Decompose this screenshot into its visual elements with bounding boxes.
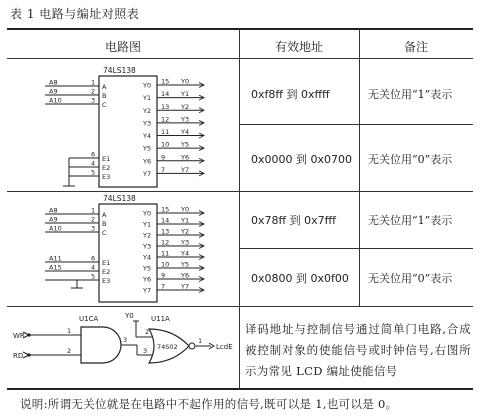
pin-label: 2 bbox=[67, 347, 72, 355]
pin-label: 13 bbox=[161, 102, 170, 111]
net-label: A9 bbox=[49, 87, 58, 96]
pin-label: 3 bbox=[91, 224, 96, 233]
port-label: E1 bbox=[102, 155, 111, 163]
pin-label: 7 bbox=[161, 165, 166, 174]
port-label: Y7 bbox=[143, 169, 152, 178]
net-label: Y5 bbox=[181, 140, 190, 149]
description-paragraph: 译码地址与控制信号通过简单门电路,合成被控制对象的使能信号或时钟信号,右图所示为常见 LCD 编址使能信号 bbox=[245, 322, 471, 378]
net-label: Y5 bbox=[181, 260, 190, 269]
note-cell: 无关位用“1”表示 bbox=[368, 214, 453, 227]
net-label: Y7 bbox=[181, 282, 190, 291]
chip-label: 74LS138 bbox=[103, 66, 136, 75]
lcde-label: LcdE bbox=[216, 343, 233, 351]
pin-label: 13 bbox=[161, 227, 170, 236]
port-label: Y6 bbox=[143, 275, 152, 284]
address-cell: 0x0800 到 0x0f00 bbox=[251, 272, 349, 285]
pin-label: 1 bbox=[198, 337, 203, 345]
pin-label: 14 bbox=[161, 90, 170, 99]
port-label: Y5 bbox=[143, 144, 152, 153]
port-label: Y3 bbox=[143, 119, 152, 128]
net-label: Y1 bbox=[181, 90, 190, 99]
pin-label: 15 bbox=[161, 205, 170, 214]
port-label: Y0 bbox=[143, 81, 152, 90]
row-rule bbox=[239, 248, 473, 249]
port-label: A bbox=[102, 211, 107, 219]
port-label: Y6 bbox=[143, 157, 152, 166]
pin-label: 1 bbox=[91, 78, 96, 87]
header-note: 备注 bbox=[403, 40, 428, 54]
net-label: Y1 bbox=[181, 216, 190, 225]
net-label: A10 bbox=[49, 96, 62, 105]
pin-label: 6 bbox=[91, 254, 96, 263]
port-label: E2 bbox=[102, 268, 111, 276]
net-label: A10 bbox=[49, 224, 62, 233]
pin-label: 11 bbox=[161, 128, 170, 136]
pin-label: 4 bbox=[91, 263, 96, 272]
address-cell: 0x0000 到 0x0700 bbox=[251, 153, 352, 166]
port-label: Y1 bbox=[143, 94, 152, 103]
pin-label: 10 bbox=[161, 140, 170, 149]
decoder-schematic-2 bbox=[7, 192, 239, 306]
pin-label: 10 bbox=[161, 260, 170, 269]
table-caption: 表 1 电路与编址对照表 bbox=[10, 7, 140, 21]
net-label: A8 bbox=[49, 206, 58, 215]
port-label: B bbox=[102, 220, 107, 228]
pin-label: 3 bbox=[91, 96, 96, 105]
pin-label: 2 bbox=[145, 328, 150, 336]
nor-gate-label: U11A bbox=[151, 315, 170, 323]
and-gate bbox=[81, 327, 121, 363]
net-label: Y2 bbox=[181, 227, 190, 236]
and-gate-label: U1CA bbox=[79, 315, 99, 323]
net-label: Y6 bbox=[181, 271, 190, 280]
pin-label: 12 bbox=[161, 238, 170, 247]
note-cell: 无关位用“0”表示 bbox=[368, 272, 453, 285]
note-cell: 无关位用“1”表示 bbox=[368, 88, 453, 101]
header-circuit: 电路图 bbox=[104, 40, 141, 54]
port-label: C bbox=[102, 229, 107, 237]
net-label: Y4 bbox=[181, 249, 190, 258]
port-label: E1 bbox=[102, 259, 111, 267]
pin-label: 6 bbox=[91, 150, 96, 159]
pin-label: 11 bbox=[161, 249, 170, 258]
net-label: Y2 bbox=[181, 102, 190, 111]
port-label: E3 bbox=[102, 277, 111, 285]
port-label: B bbox=[102, 92, 107, 100]
net-label: A11 bbox=[49, 254, 62, 263]
pin-label: 9 bbox=[161, 153, 166, 162]
pin-label: 4 bbox=[91, 159, 96, 168]
port-label: Y4 bbox=[143, 253, 152, 262]
port-label: Y5 bbox=[143, 264, 152, 273]
net-label: Y0 bbox=[181, 77, 190, 86]
column-rule bbox=[359, 30, 360, 306]
net-label: Y3 bbox=[181, 238, 190, 247]
nor-part-label: 74S02 bbox=[157, 343, 178, 351]
net-label: Y3 bbox=[181, 115, 190, 124]
pin-label: 14 bbox=[161, 216, 170, 225]
pin-label: 3 bbox=[123, 336, 128, 344]
address-cell: 0xf8ff 到 0xffff bbox=[251, 88, 330, 101]
row-rule bbox=[239, 124, 473, 125]
pin-label: 2 bbox=[91, 87, 96, 96]
note-cell: 无关位用“0”表示 bbox=[368, 153, 453, 166]
net-label: Y7 bbox=[181, 165, 190, 174]
footnote: 说明:所谓无关位就是在电路中不起作用的信号,既可以是 1,也可以是 0。 bbox=[20, 397, 398, 411]
wr-label: WR bbox=[13, 332, 25, 340]
pin-label: 3 bbox=[143, 347, 148, 355]
net-label: A15 bbox=[49, 263, 62, 272]
net-label: A8 bbox=[49, 78, 58, 87]
port-label: Y7 bbox=[143, 286, 152, 295]
column-rule bbox=[239, 306, 240, 390]
pin-label: 5 bbox=[91, 272, 96, 281]
decoder-schematic-1 bbox=[7, 59, 239, 191]
port-label: A bbox=[102, 83, 107, 91]
pin-label: 2 bbox=[91, 215, 96, 224]
pin-label: 7 bbox=[161, 282, 166, 291]
port-label: C bbox=[102, 101, 107, 109]
port-label: Y1 bbox=[143, 220, 152, 229]
port-label: E2 bbox=[102, 164, 111, 172]
net-label: A9 bbox=[49, 215, 58, 224]
pin-label: 12 bbox=[161, 115, 170, 124]
pin-label: 9 bbox=[161, 271, 166, 280]
header-address: 有效地址 bbox=[274, 40, 323, 54]
circuit-address-table bbox=[7, 28, 473, 390]
pin-label: 1 bbox=[91, 206, 96, 215]
pin-label: 1 bbox=[67, 327, 72, 335]
port-label: Y0 bbox=[143, 209, 152, 218]
rd-label: RD bbox=[13, 352, 24, 360]
pin-label: 15 bbox=[161, 77, 170, 86]
pin-label: 5 bbox=[91, 168, 96, 177]
gate-schematic bbox=[7, 307, 239, 391]
port-label: Y3 bbox=[143, 242, 152, 251]
port-label: Y4 bbox=[143, 132, 152, 140]
port-label: E3 bbox=[102, 173, 111, 181]
chip-label: 74LS138 bbox=[103, 194, 136, 203]
net-label: Y0 bbox=[181, 205, 190, 214]
net-label: Y6 bbox=[181, 153, 190, 162]
net-label: Y4 bbox=[181, 128, 190, 136]
address-cell: 0x78ff 到 0x7fff bbox=[251, 214, 337, 227]
port-label: Y2 bbox=[143, 231, 152, 240]
y0-label: Y0 bbox=[125, 312, 134, 320]
column-rule bbox=[239, 30, 240, 306]
port-label: Y2 bbox=[143, 106, 152, 115]
